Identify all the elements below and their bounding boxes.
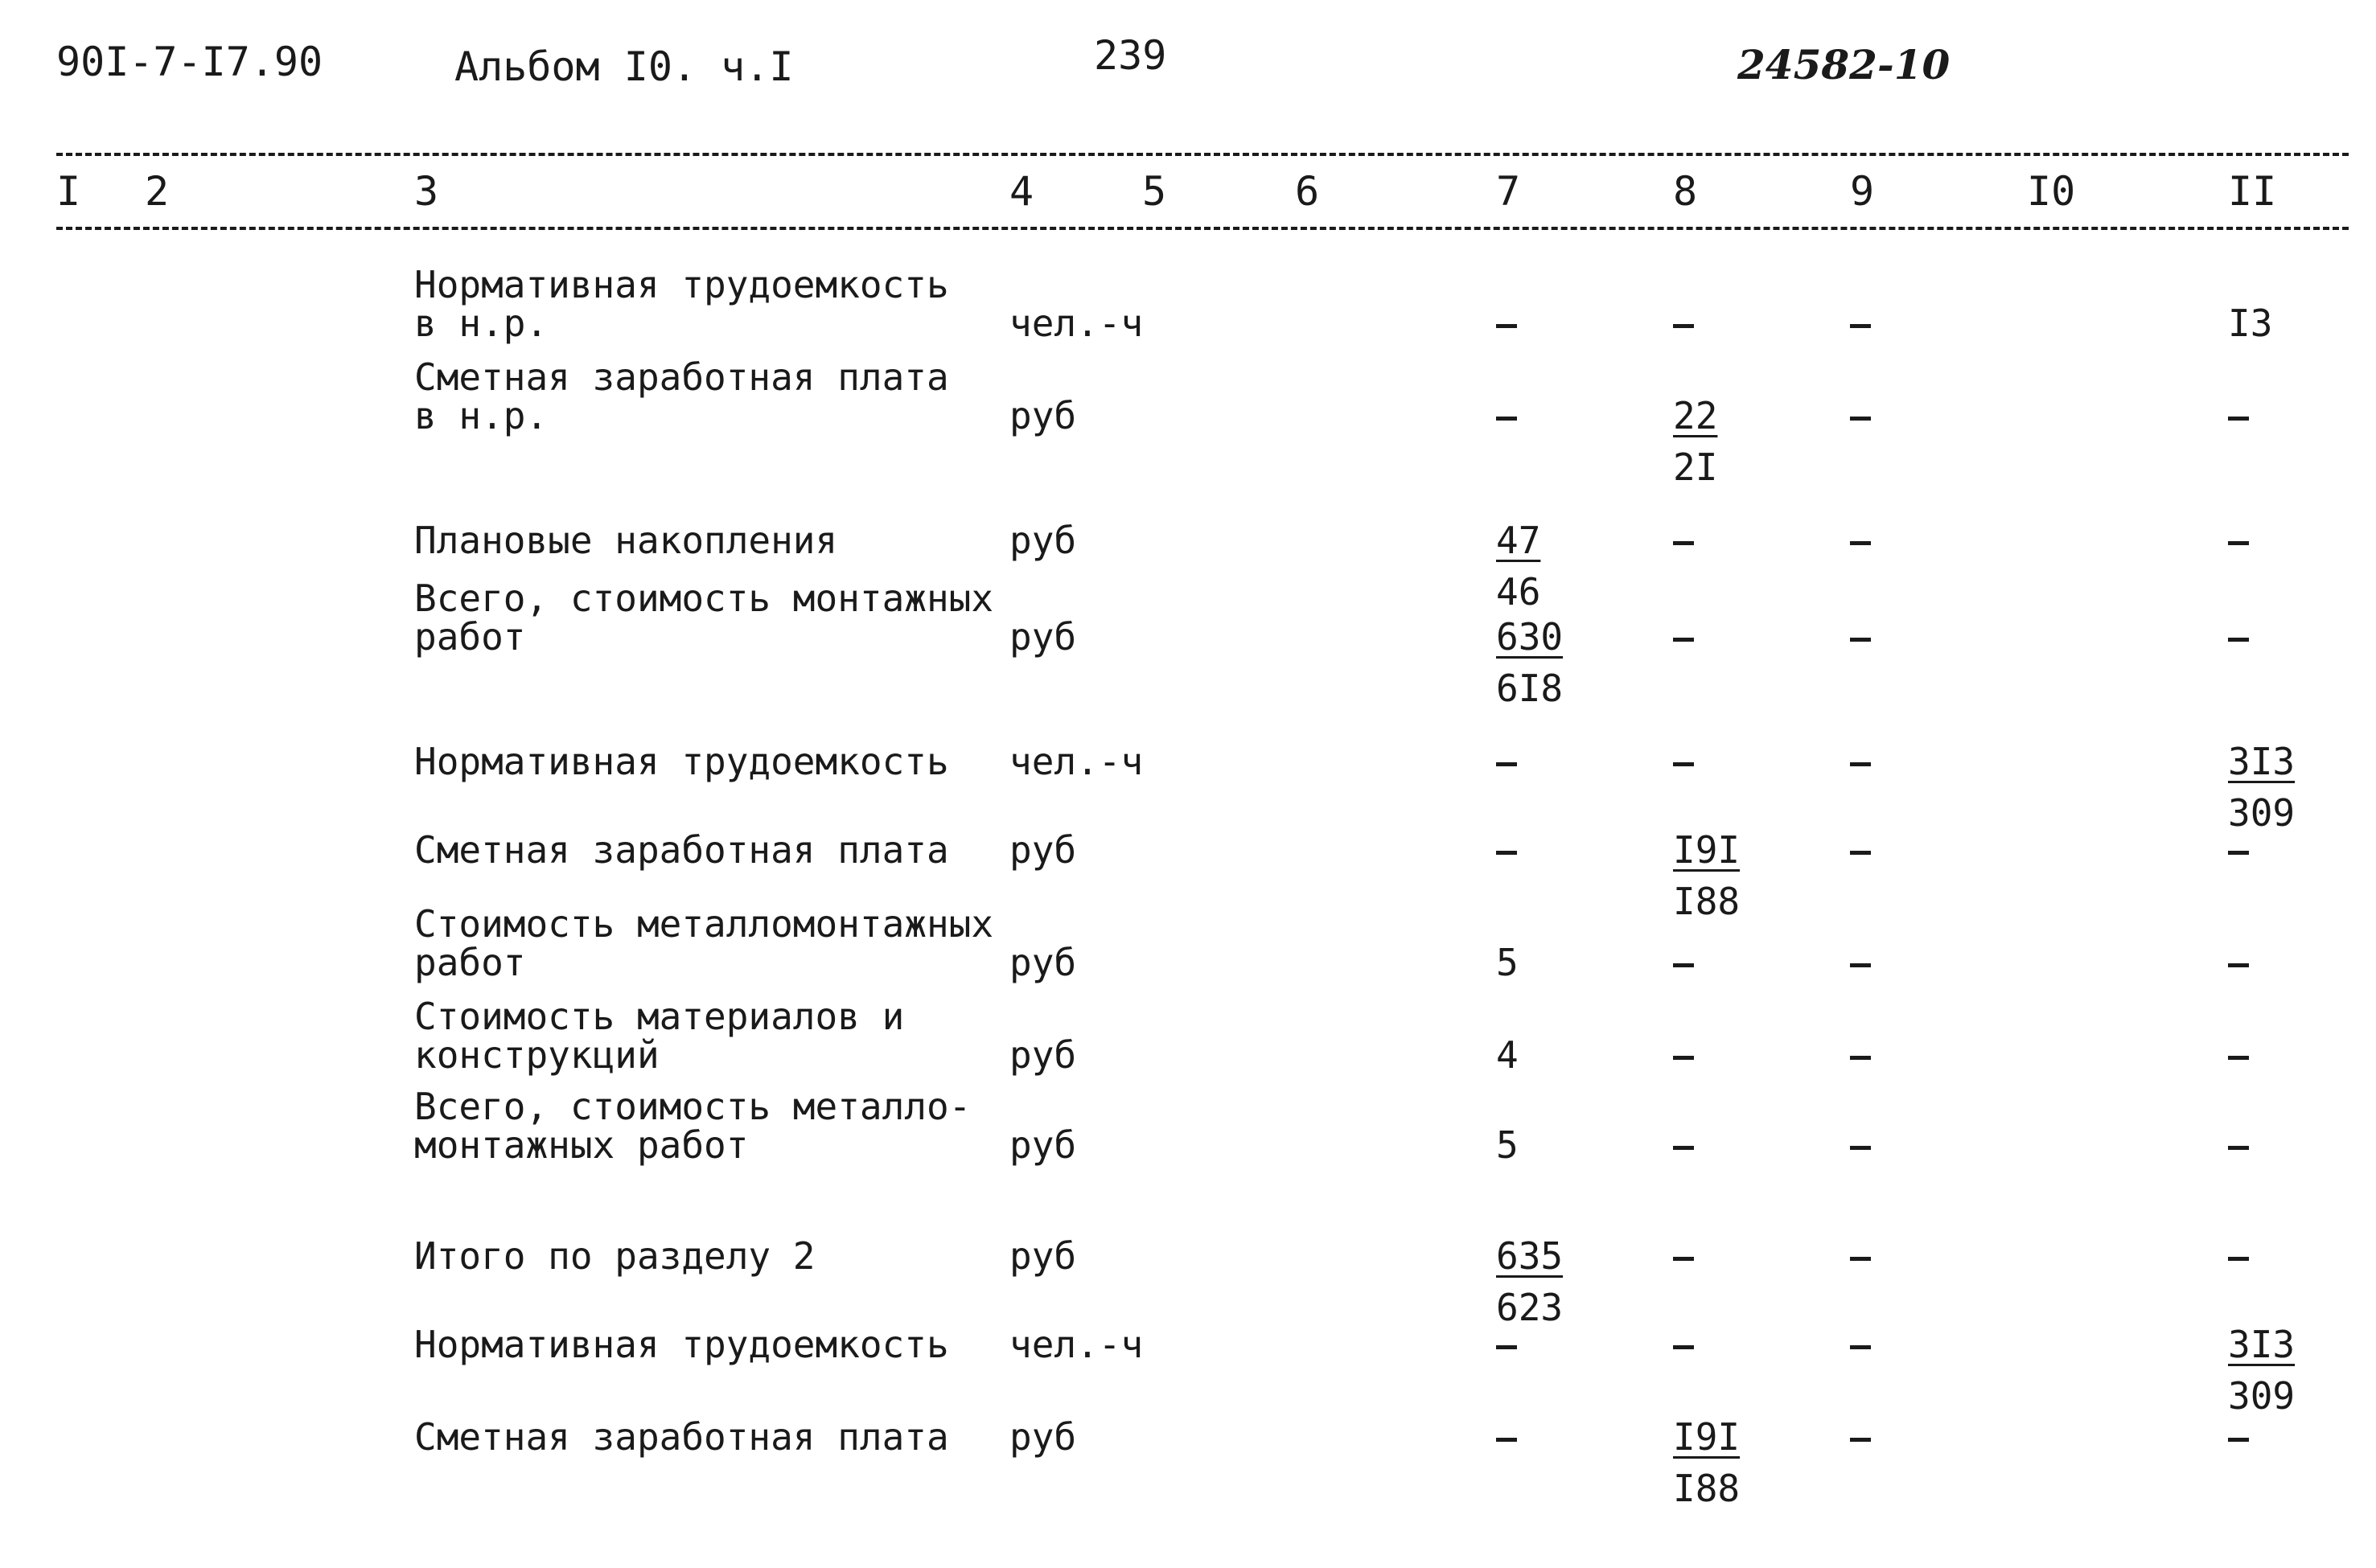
empty-dash (2228, 963, 2249, 967)
value-numerator: 635 (1496, 1234, 1564, 1278)
row-unit: руб (1009, 1234, 1077, 1278)
cell-col-8 (1673, 1036, 1694, 1074)
table-top-rule (56, 153, 2349, 156)
cell-col-8 (1673, 618, 1694, 656)
cell-col-9 (1850, 396, 1871, 435)
row-unit: руб (1009, 1123, 1077, 1167)
cell-col-8 (1673, 742, 1694, 781)
row-label: Итого по разделу 2 (414, 1234, 816, 1278)
value-denominator: 2I (1673, 445, 1718, 489)
value-denominator: 309 (2228, 791, 2296, 835)
value-denominator: 309 (2228, 1374, 2296, 1418)
value-numerator: I9I (1673, 1415, 1741, 1459)
row-label: Стоимость металломонтажных работ (414, 902, 994, 984)
cell-col-11: I3 (2228, 302, 2273, 345)
cell-col-7 (1496, 831, 1517, 869)
cell-col-9 (1850, 943, 1871, 982)
empty-dash (1496, 1345, 1517, 1349)
cell-col-11 (2228, 521, 2249, 560)
cell-col-11 (2228, 618, 2249, 656)
cell-col-7 (1496, 304, 1517, 343)
cell-col-9 (1850, 831, 1871, 869)
empty-dash (1850, 1345, 1871, 1349)
column-number: 8 (1673, 168, 1698, 215)
value-numerator: 3I3 (2228, 1323, 2296, 1366)
value-numerator: 22 (1673, 394, 1718, 437)
empty-dash (2228, 417, 2249, 421)
column-number: 7 (1496, 168, 1521, 215)
cell-col-9 (1850, 521, 1871, 560)
empty-dash (1496, 324, 1517, 328)
cell-col-8 (1673, 1415, 1767, 1510)
cell-col-8 (1673, 394, 1745, 489)
row-unit: руб (1009, 1033, 1077, 1077)
cell-col-11 (2228, 1323, 2322, 1418)
column-number: 4 (1009, 168, 1034, 215)
row-label: Всего, стоимость монтажных работ (414, 577, 994, 659)
cell-col-8 (1673, 1325, 1694, 1364)
empty-dash (1850, 851, 1871, 855)
row-unit: руб (1009, 519, 1077, 562)
empty-dash (2228, 1438, 2249, 1442)
column-number: I0 (2027, 168, 2076, 215)
row-label: Всего, стоимость металло- монтажных работ (414, 1085, 972, 1167)
empty-dash (1850, 1438, 1871, 1442)
column-number: I (56, 168, 81, 215)
column-number: 3 (414, 168, 439, 215)
value-denominator: 623 (1496, 1286, 1564, 1329)
empty-dash (2228, 851, 2249, 855)
album-label: Альбом I0. ч.I (454, 43, 794, 90)
empty-dash (1673, 1146, 1694, 1150)
empty-dash (1673, 1257, 1694, 1261)
empty-dash (2228, 1056, 2249, 1060)
empty-dash (1673, 1345, 1694, 1349)
value-denominator: I88 (1673, 1467, 1741, 1510)
cell-col-8 (1673, 521, 1694, 560)
cell-col-9 (1850, 1237, 1871, 1275)
cell-col-8 (1673, 943, 1694, 982)
column-number: II (2228, 168, 2277, 215)
row-label: Сметная заработная плата в н.р. (414, 355, 949, 437)
value-numerator: 630 (1496, 615, 1564, 659)
column-number: 2 (145, 168, 170, 215)
empty-dash (1673, 1056, 1694, 1060)
column-number: 6 (1295, 168, 1320, 215)
value-denominator: 6I8 (1496, 667, 1564, 710)
empty-dash (2228, 1146, 2249, 1150)
cell-col-7 (1496, 1234, 1590, 1329)
empty-dash (1850, 324, 1871, 328)
cell-col-9 (1850, 618, 1871, 656)
empty-dash (1850, 1146, 1871, 1150)
cell-col-7 (1496, 519, 1568, 614)
empty-dash (1673, 638, 1694, 642)
cell-col-11 (2228, 1126, 2249, 1164)
empty-dash (1496, 417, 1517, 421)
row-label: Сметная заработная плата (414, 1415, 949, 1459)
value-numerator: 47 (1496, 519, 1541, 562)
cell-col-8 (1673, 1237, 1694, 1275)
column-number: 9 (1850, 168, 1875, 215)
cell-col-11 (2228, 943, 2249, 982)
cell-col-7 (1496, 1325, 1517, 1364)
cell-col-7 (1496, 615, 1590, 710)
cell-col-11 (2228, 740, 2322, 835)
row-label: Нормативная трудоемкость в н.р. (414, 263, 949, 345)
row-unit: руб (1009, 828, 1077, 872)
empty-dash (2228, 1257, 2249, 1261)
table-header-rule (56, 227, 2349, 230)
cell-col-9 (1850, 304, 1871, 343)
cell-col-9 (1850, 742, 1871, 781)
cell-col-7 (1496, 742, 1517, 781)
cell-col-7: 4 (1496, 1033, 1519, 1077)
empty-dash (1496, 762, 1517, 766)
empty-dash (1850, 638, 1871, 642)
row-unit: руб (1009, 394, 1077, 437)
cell-col-9 (1850, 1325, 1871, 1364)
cell-col-8 (1673, 828, 1767, 923)
page-number: 239 (1094, 32, 1167, 79)
cell-col-7 (1496, 396, 1517, 435)
empty-dash (2228, 541, 2249, 545)
cell-col-9 (1850, 1418, 1871, 1456)
cell-col-9 (1850, 1126, 1871, 1164)
empty-dash (1850, 1056, 1871, 1060)
row-unit: руб (1009, 615, 1077, 659)
cell-col-11 (2228, 396, 2249, 435)
empty-dash (1496, 1438, 1517, 1442)
value-numerator: I9I (1673, 828, 1741, 872)
row-unit: чел.-ч (1009, 740, 1144, 783)
value-denominator: I88 (1673, 880, 1741, 923)
row-label: Нормативная трудоемкость (414, 1323, 949, 1366)
cell-col-11 (2228, 1036, 2249, 1074)
row-label: Сметная заработная плата (414, 828, 949, 872)
column-number: 5 (1142, 168, 1167, 215)
empty-dash (1850, 1257, 1871, 1261)
empty-dash (1850, 417, 1871, 421)
document-code: 90I-7-I7.90 (56, 39, 323, 85)
row-label: Нормативная трудоемкость (414, 740, 949, 783)
empty-dash (2228, 638, 2249, 642)
cell-col-7 (1496, 1418, 1517, 1456)
empty-dash (1673, 762, 1694, 766)
cell-col-11 (2228, 1418, 2249, 1456)
sheet-code: 24582-10 (1737, 41, 1951, 88)
cell-col-9 (1850, 1036, 1871, 1074)
empty-dash (1673, 541, 1694, 545)
empty-dash (1850, 762, 1871, 766)
empty-dash (1673, 324, 1694, 328)
cell-col-7: 5 (1496, 1123, 1519, 1167)
row-unit: руб (1009, 941, 1077, 984)
row-label: Плановые накопления (414, 519, 838, 562)
empty-dash (1850, 541, 1871, 545)
cell-col-11 (2228, 1237, 2249, 1275)
cell-col-11 (2228, 831, 2249, 869)
row-label: Стоимость материалов и конструкций (414, 995, 905, 1077)
cell-col-8 (1673, 304, 1694, 343)
row-unit: чел.-ч (1009, 302, 1144, 345)
value-denominator: 46 (1496, 570, 1541, 614)
row-unit: руб (1009, 1415, 1077, 1459)
empty-dash (1496, 851, 1517, 855)
empty-dash (1673, 963, 1694, 967)
value-numerator: 3I3 (2228, 740, 2296, 783)
empty-dash (1850, 963, 1871, 967)
row-unit: чел.-ч (1009, 1323, 1144, 1366)
cell-col-8 (1673, 1126, 1694, 1164)
cell-col-7: 5 (1496, 941, 1519, 984)
